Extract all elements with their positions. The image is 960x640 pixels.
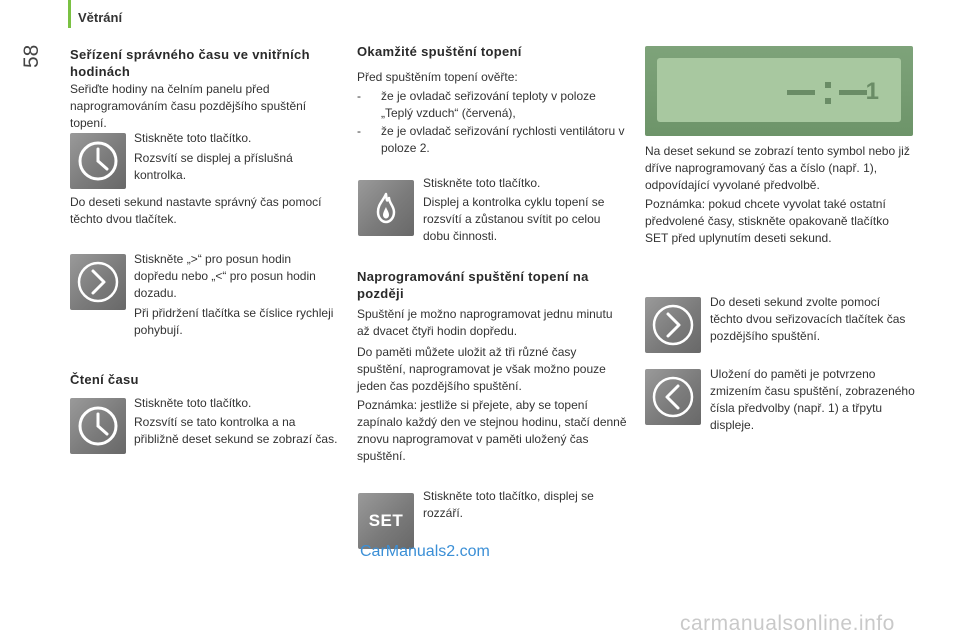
col2-p3: Poznámka: jestliže si přejete, aby se topení zapínalo každý den ve stejnou hodinu, stačí denně znovu naprogramovat v paměti uložený čas spuštění. [357,398,627,463]
page-number-text: 58 [20,44,43,68]
col2-bullet2: že je ovladač seřizování rychlosti ventilátoru v poloze 2. [381,124,625,155]
forward-arrow-button-2[interactable] [645,297,701,353]
display-colon-top [825,82,831,88]
col1-step2-a: Stiskněte „>“ pro posun hodin dopředu nebo „<“ pro posun hodin dozadu. [134,252,316,300]
forward-arrow-button[interactable] [70,254,126,310]
col1-step3-b: Rozsvítí se tato kontrolka a na přibližně deset sekund se zobrazí čas. [134,415,338,446]
display-screen [657,58,901,122]
display-colon-bottom [825,98,831,104]
set-button-label: SET [368,511,404,530]
col2-step1-a: Stiskněte toto tlačítko. [423,176,541,190]
col3-step1: Do deseti sekund zvolte pomocí těchto dvou seřizovacích tlačítek čas pozdějšího spuštění. [710,295,906,343]
col1-note1: Do deseti sekund nastavte správný čas pomocí těchto dvou tlačítek. [70,195,322,226]
col2-intro: Před spuštěním topení ověřte: [357,70,518,84]
display-preset-digit: 1 [865,78,879,105]
col3-p2: Poznámka: pokud chcete vyvolat také ostatní předvolené časy, stiskněte opakovaně tlačítko SET před uplynutím deseti sekund. [645,197,889,245]
flame-icon [363,185,409,231]
col1-heading: Seřízení správného času ve vnitřních hodinách [70,47,310,79]
col1-heading2: Čtení času [70,372,139,387]
col1-step1-a: Stiskněte toto tlačítko. [134,131,252,145]
heater-button[interactable] [358,180,414,236]
col2-heading2: Naprogramování spuštění topení na později [357,269,589,301]
display-dash-left [787,90,815,95]
set-button[interactable] [358,493,414,549]
col2-p2: Do paměti můžete uložit až tři různé časy spuštění, naprogramovat je však možno pouze jeden čas pozdějšího spuštění. [357,345,606,393]
col2-step1-b: Displej a kontrolka cyklu topení se rozsvítí a zůstanou svítit po celou dobu činnosti. [423,195,605,243]
col3-p1: Na deset sekund se zobrazí tento symbol nebo již dříve naprogramovaný čas a číslo (např. 1), odpovídající vyvolané předvolbě. [645,144,910,192]
watermark-carmanuals2[interactable]: CarManuals2.com [360,543,490,560]
chevron-left-icon [650,374,696,420]
display-dash-right [839,90,867,95]
section-label: Větrání [78,10,123,25]
clock-icon [75,138,121,184]
clock-icon [75,403,121,449]
heater-display [645,46,913,136]
col3-step2: Uložení do paměti je potvrzeno zmizením času spuštění, zobrazeného čísla předvolby (např. 1) a třpytu displeje. [710,367,915,432]
col2-bullet1: že je ovladač seřizování teploty v poloze „Teplý vzduch“ (červená), [381,89,596,120]
bullet-marker: - [357,89,361,103]
col1-step3-a: Stiskněte toto tlačítko. [134,396,252,410]
chevron-right-icon [650,302,696,348]
col2-p1: Spuštění je možno naprogramovat jednu minutu až dvacet čtyři hodin dopředu. [357,307,613,338]
col1-step1-b: Rozsvítí se displej a příslušná kontrolka. [134,151,293,182]
back-arrow-button[interactable] [645,369,701,425]
section-accent-bar [68,0,71,28]
watermark-carmanualsonline[interactable]: carmanualsonline.info [680,612,895,635]
col2-step2-a: Stiskněte toto tlačítko, displej se rozzáří. [423,489,594,520]
col2-heading: Okamžité spuštění topení [357,44,522,59]
chevron-right-icon [75,259,121,305]
col1-intro: Seřiďte hodiny na čelním panelu před naprogramováním času pozdějšího spuštění topení. [70,82,307,130]
col1-step2-b: Při přidržení tlačítka se číslice rychleji pohybují. [134,306,334,337]
page-number [20,45,44,68]
clock-button-read[interactable] [70,398,126,454]
clock-button[interactable] [70,133,126,189]
bullet-marker: - [357,124,361,138]
